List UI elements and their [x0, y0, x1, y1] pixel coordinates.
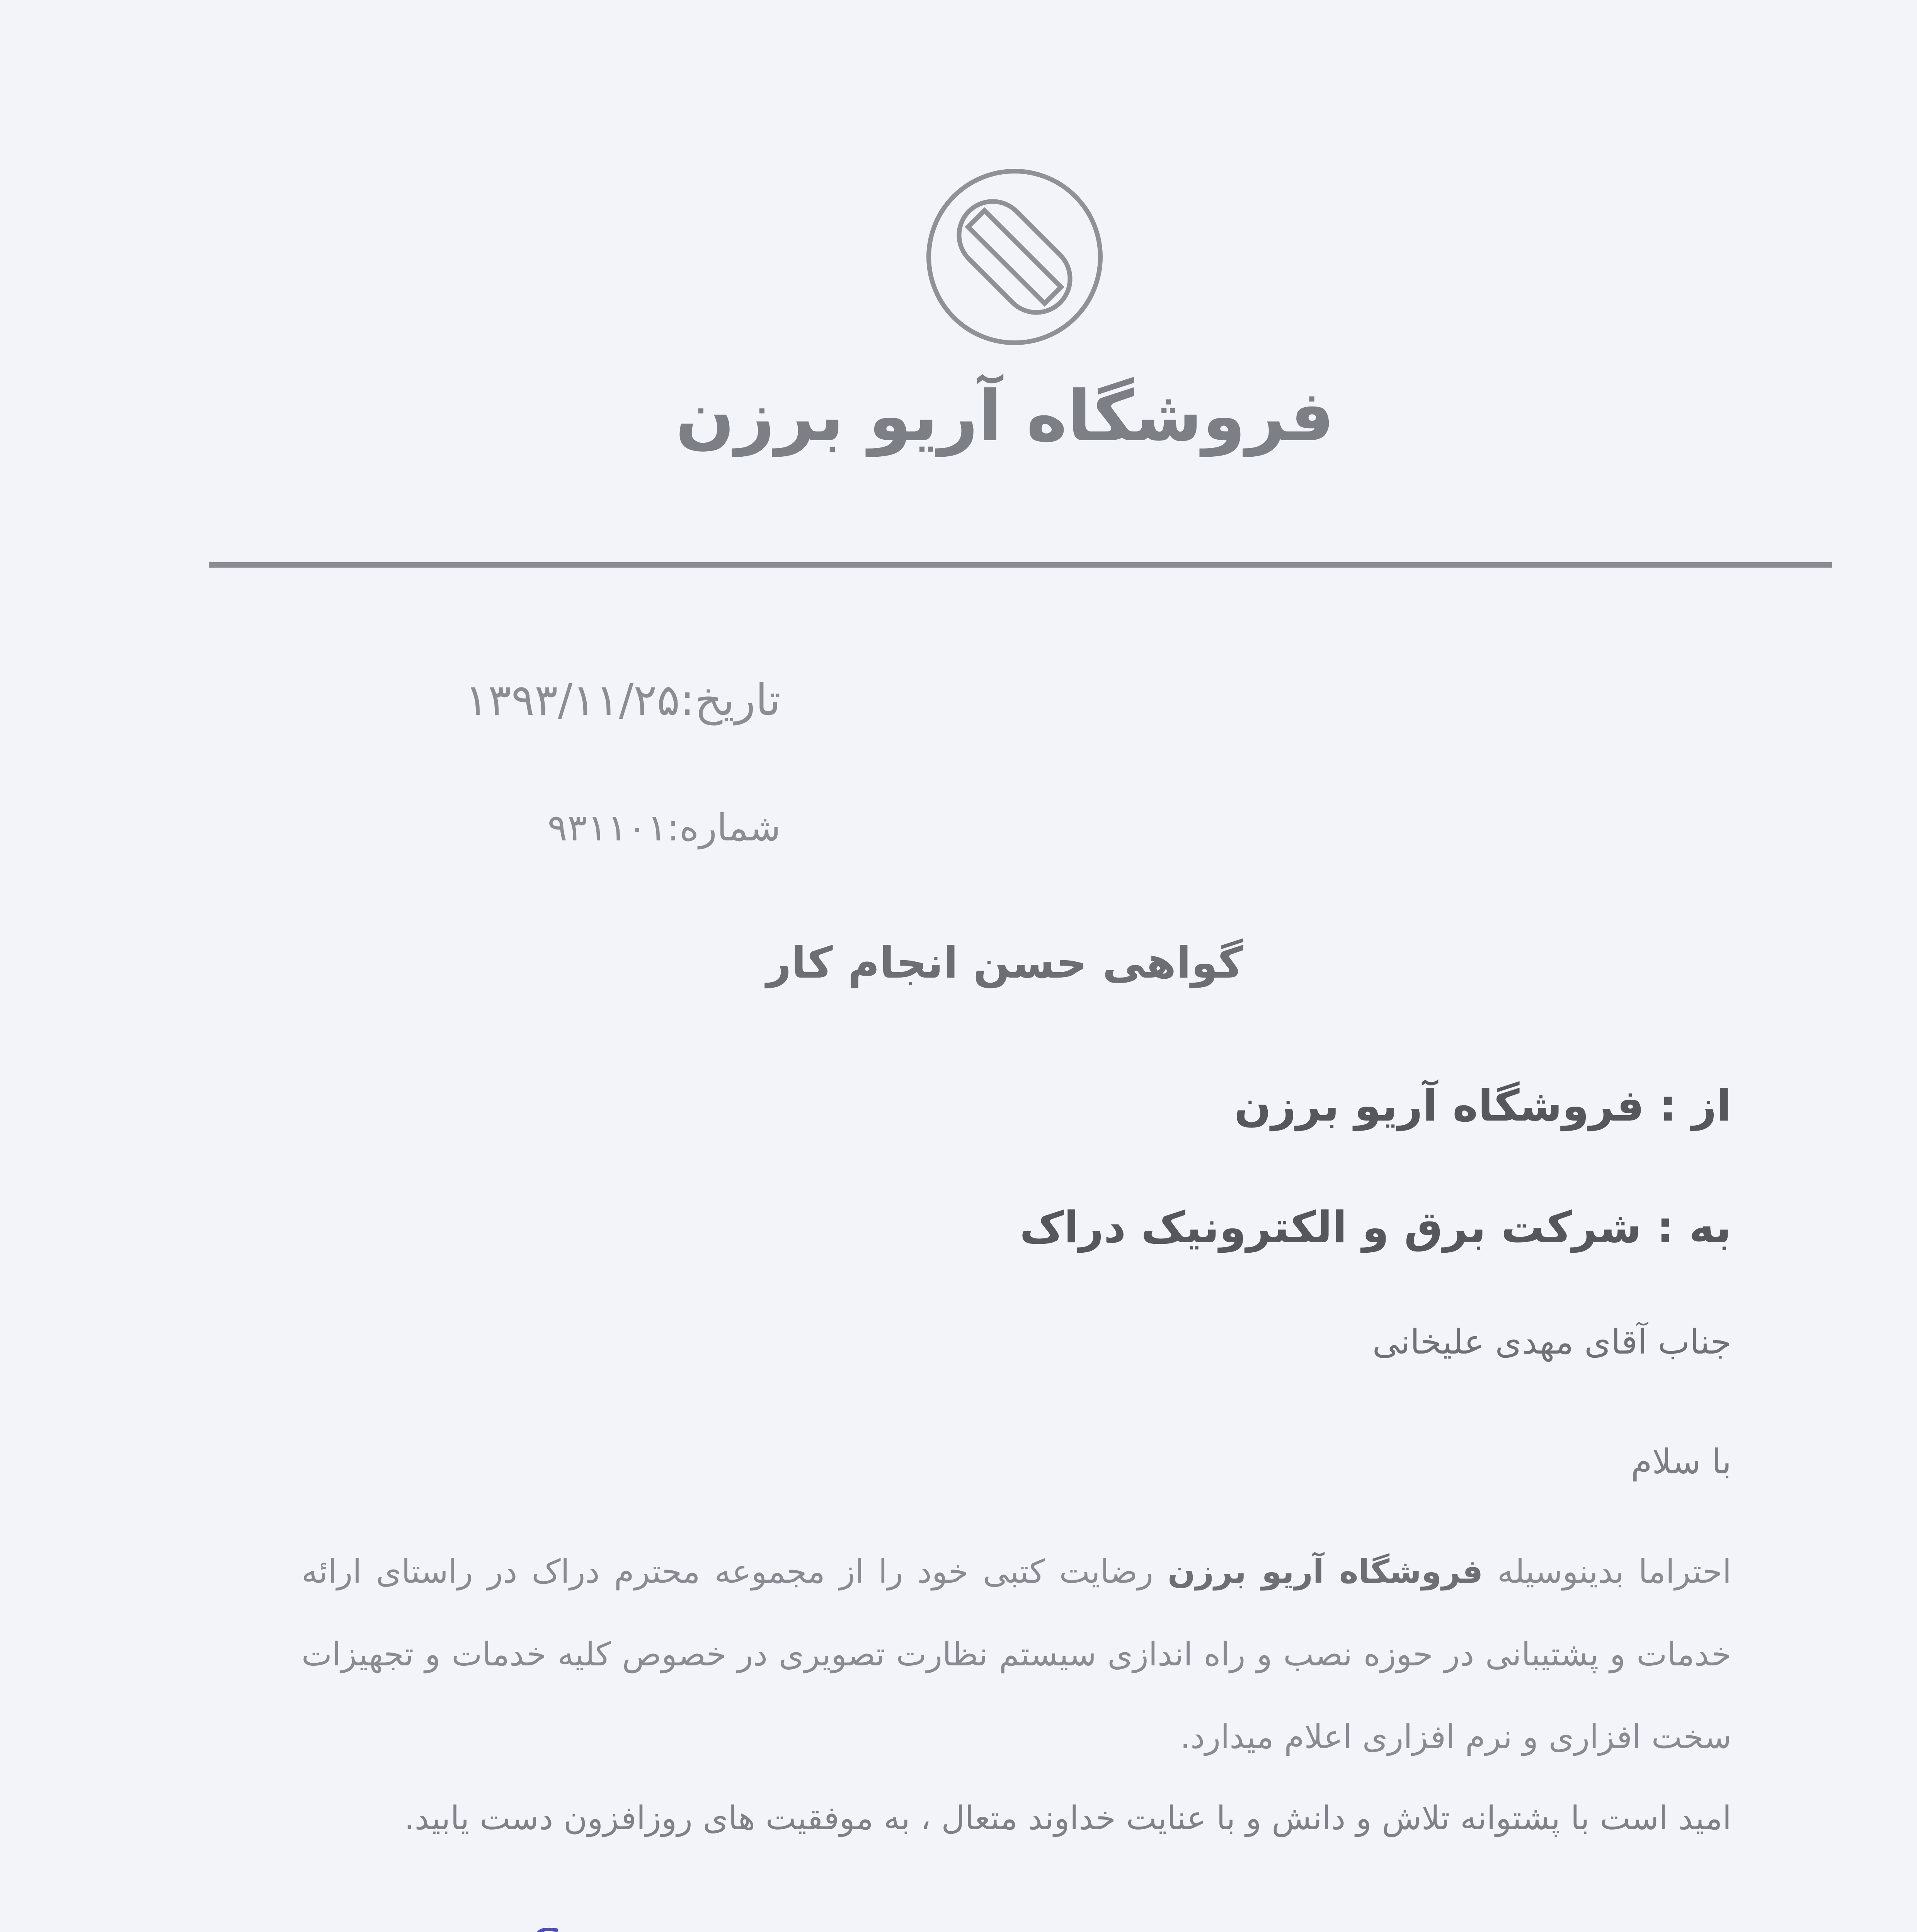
reference-number-line: شماره:۹۳۱۱۰۱ — [547, 806, 781, 849]
closing-paragraph: امید است با پشتوانه تلاش و دانش و با عنایت خداوند متعال ، به موفقیت های روزافزون دست یابید. — [404, 1799, 1731, 1837]
circle-slash-icon — [924, 166, 1105, 348]
body-company-name: فروشگاه آریو برزن — [1167, 1553, 1483, 1590]
body-paragraph — [301, 1530, 1731, 1778]
date-line: تاریخ:۱۳۹۳/۱۱/۲۵ — [465, 675, 781, 725]
header-divider — [209, 562, 1832, 568]
body-text-main: رضایت کتبی خود را از مجموعه محترم دراک در راستای ارائه خدمات و پشتیبانی در حوزه نصب و راه اندازی سیستم نظارت تصویری در خصوص کلیه خدمات و تجهیزات سخت افزاری و نرم افزاری اعلام میدارد. — [301, 1553, 1731, 1756]
handwritten-signature — [309, 1917, 1333, 1932]
greeting-line: با سلام — [1631, 1442, 1731, 1481]
recipient-line: جناب آقای مهدی علیخانی — [1372, 1322, 1731, 1362]
body-text-intro: احتراما بدینوسیله — [1497, 1553, 1732, 1590]
to-line: به : شرکت برق و الکترونیک دراک — [1020, 1202, 1731, 1253]
company-name-heading: فروشگاه آریو برزن — [675, 376, 1335, 457]
certificate-title: گواهی حسن انجام کار — [766, 938, 1244, 988]
from-line: از : فروشگاه آریو برزن — [1234, 1081, 1731, 1131]
